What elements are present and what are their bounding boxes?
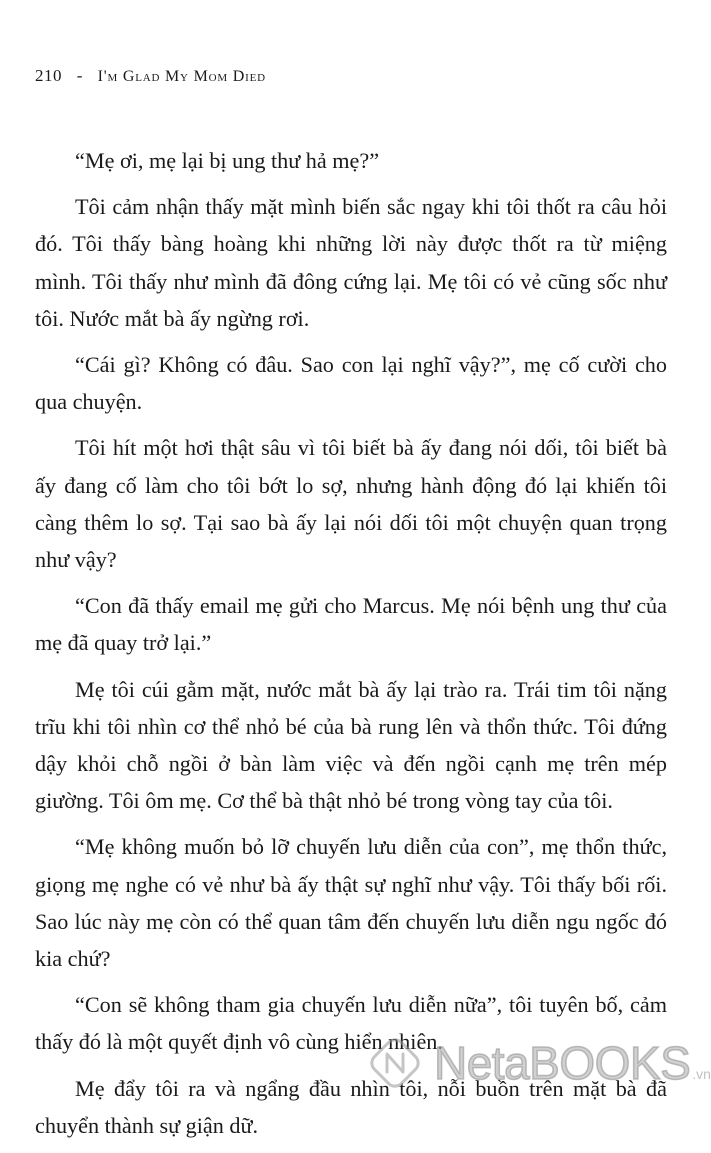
paragraph: “Con đã thấy email mẹ gửi cho Marcus. Mẹ nói bệnh ung thư của mẹ đã quay trở lại.” <box>35 593 667 656</box>
paragraph: “Mẹ ơi, mẹ lại bị ung thư hả mẹ?” <box>75 148 380 173</box>
body-text <box>35 142 667 1153</box>
paragraph: “Cái gì? Không có đâu. Sao con lại nghĩ vậy?”, mẹ cố cười cho qua chuyện. <box>35 352 667 415</box>
paragraph: “Mẹ không muốn bỏ lỡ chuyến lưu diễn của con”, mẹ thổn thức, giọng mẹ nghe có vẻ như bà ấy thật sự nghĩ như vậy. Tôi thấy bối rối. Sao lúc này mẹ còn có thể quan tâm đến chuyến lưu diễn ngu ngốc đó kia chứ? <box>35 834 667 972</box>
paragraph: Tôi cảm nhận thấy mặt mình biến sắc ngay khi tôi thốt ra câu hỏi đó. Tôi thấy bàng hoàng khi những lời này được thốt ra từ miệng mình. Tôi thấy như mình đã đông cứng lại. Mẹ tôi có vẻ cũng sốc như tôi. Nước mắt bà ấy ngừng rơi. <box>35 194 667 331</box>
watermark <box>364 1028 711 1098</box>
book-title: I'm Glad My Mom Died <box>97 68 266 85</box>
paragraph: Tôi hít một hơi thật sâu vì tôi biết bà ấy đang nói dối, tôi biết bà ấy đang cố làm cho tôi bớt lo sợ, nhưng hành động đó lại khiến tôi càng thêm lo sợ. Tại sao bà ấy lại nói dối tôi một chuyện quan trọng như vậy? <box>35 435 667 573</box>
paragraph: Mẹ tôi cúi gằm mặt, nước mắt bà ấy lại trào ra. Trái tim tôi nặng trĩu khi tôi nhìn cơ thể nhỏ bé của bà rung lên và thổn thức. Tôi đứng dậy khỏi chỗ ngồi ở bàn làm việc và đến ngồi cạnh mẹ trên mép giường. Tôi ôm mẹ. Cơ thể bà thật nhỏ bé trong vòng tay của tôi. <box>35 676 667 814</box>
running-header <box>35 66 266 86</box>
watermark-brand: NetaBOOKS <box>434 1037 691 1089</box>
paragraph: Mẹ đẩy tôi ra và ngẩng đầu nhìn tôi, nỗi buồn trên mặt bà đã chuyển thành sự giận dữ. <box>35 1075 667 1138</box>
paragraph: “Con sẽ không tham gia chuyến lưu diễn nữa”, tôi tuyên bố, cảm thấy đó là một quyết định vô cùng hiển nhiên. <box>35 992 667 1055</box>
watermark-suffix: .vn <box>692 1066 711 1082</box>
header-separator: - <box>76 66 83 85</box>
page-number: 210 <box>35 66 62 85</box>
netabooks-logo-icon <box>364 1032 426 1094</box>
